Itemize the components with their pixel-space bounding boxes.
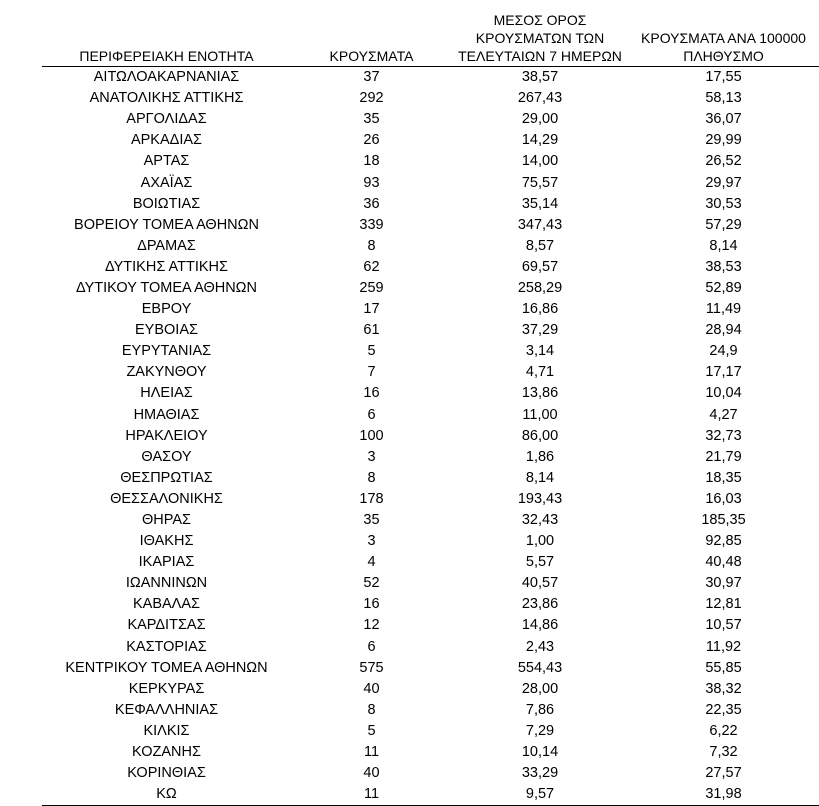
table-row <box>42 552 819 573</box>
cell-cases: 3 <box>367 533 376 550</box>
cell-cases: 339 <box>359 216 384 233</box>
cell-avg7: 32,43 <box>521 512 559 529</box>
cell-per100k: 8,14 <box>709 237 738 254</box>
table-row <box>42 88 819 109</box>
table-row <box>42 130 819 151</box>
cell-per100k: 11,92 <box>705 638 742 655</box>
header-avg7-line1: ΜΕΣΟΣ ΟΡΟΣ <box>493 12 587 28</box>
cell-per100k: 6,22 <box>709 722 738 739</box>
cell-region: ΔΡΑΜΑΣ <box>137 237 196 254</box>
cell-per100k: 38,32 <box>705 680 742 697</box>
cell-region: ΘΑΣΟΥ <box>141 448 192 465</box>
cell-per100k: 18,35 <box>705 469 742 486</box>
cell-cases: 52 <box>363 575 380 592</box>
cell-avg7: 258,29 <box>517 279 563 296</box>
cell-cases: 100 <box>359 427 384 444</box>
cell-cases: 4 <box>367 554 376 571</box>
header-avg7-line3: ΤΕΛΕΥΤΑΙΩΝ 7 ΗΜΕΡΩΝ <box>458 48 622 64</box>
cell-per100k: 30,53 <box>705 195 742 212</box>
cell-cases: 16 <box>363 385 380 402</box>
cell-cases: 62 <box>363 258 380 275</box>
table-row <box>42 215 819 236</box>
cell-avg7: 37,29 <box>521 322 559 339</box>
cell-region: ΗΜΑΘΙΑΣ <box>133 406 200 423</box>
cell-avg7: 14,00 <box>521 153 559 170</box>
cell-avg7: 75,57 <box>521 174 559 191</box>
cell-per100k: 29,97 <box>705 174 742 191</box>
table-body <box>42 67 819 806</box>
cell-cases: 35 <box>363 111 380 128</box>
cell-avg7: 86,00 <box>521 427 559 444</box>
table-row <box>42 109 819 130</box>
cell-cases: 35 <box>363 512 380 529</box>
cell-per100k: 36,07 <box>705 111 742 128</box>
cell-region: ΕΥΒΟΙΑΣ <box>135 322 198 339</box>
header-per100k-line2: ΠΛΗΘΥΣΜΟ <box>683 48 764 64</box>
table-row <box>42 278 819 299</box>
cell-avg7: 193,43 <box>517 490 563 507</box>
table-row <box>42 257 819 278</box>
cell-per100k: 17,55 <box>705 69 742 86</box>
cell-avg7: 347,43 <box>517 216 563 233</box>
cell-region: ΒΟΙΩΤΙΑΣ <box>132 195 201 212</box>
table-row <box>42 236 819 257</box>
cell-avg7: 14,29 <box>521 132 559 149</box>
cell-avg7: 7,29 <box>525 722 555 739</box>
cell-avg7: 29,00 <box>521 111 559 128</box>
cell-per100k: 31,98 <box>628 784 819 806</box>
header-region-label: ΠΕΡΙΦΕΡΕΙΑΚΗ ΕΝΟΤΗΤΑ <box>79 48 254 64</box>
cell-region: ΒΟΡΕΙΟΥ ΤΟΜΕΑ ΑΘΗΝΩΝ <box>74 216 259 233</box>
table-row <box>42 383 819 404</box>
table-row <box>42 700 819 721</box>
cell-region: ΑΡΓΟΛΙΔΑΣ <box>126 111 207 128</box>
table-header-row <box>42 0 819 67</box>
cell-cases: 5 <box>367 343 376 360</box>
cell-per100k: 28,94 <box>705 322 742 339</box>
table-row <box>42 784 819 806</box>
cell-cases: 11 <box>363 744 380 761</box>
table-row <box>42 679 819 700</box>
cell-avg7: 23,86 <box>521 596 559 613</box>
cell-region: ΚΟΡΙΝΘΙΑΣ <box>127 765 206 782</box>
cell-region: ΚΑΡΔΙΤΣΑΣ <box>127 617 206 634</box>
cell-cases: 16 <box>363 596 380 613</box>
table-row <box>42 362 819 383</box>
cell-cases: 12 <box>363 617 380 634</box>
cell-avg7: 10,14 <box>521 744 559 761</box>
cell-per100k: 21,79 <box>705 448 742 465</box>
table-row <box>42 447 819 468</box>
cell-cases: 8 <box>367 701 376 718</box>
cell-per100k: 29,99 <box>705 132 742 149</box>
header-per100k-line1: ΚΡΟΥΣΜΑΤΑ ΑΝΑ 100000 <box>641 30 806 46</box>
cell-avg7: 2,43 <box>525 638 555 655</box>
cell-cases: 37 <box>363 69 380 86</box>
cell-region: ΚΑΒΑΛΑΣ <box>132 596 200 613</box>
cell-region: ΚΩ <box>42 784 291 806</box>
table-row <box>42 637 819 658</box>
cell-cases: 8 <box>367 237 376 254</box>
cell-region: ΔΥΤΙΚΗΣ ΑΤΤΙΚΗΣ <box>105 258 228 275</box>
cell-per100k: 24,9 <box>709 343 738 360</box>
cell-avg7: 3,14 <box>525 343 555 360</box>
header-per100k <box>628 0 819 67</box>
cell-cases: 40 <box>363 680 380 697</box>
cell-region: ΚΕΡΚΥΡΑΣ <box>128 680 205 697</box>
table-row <box>42 615 819 636</box>
table-row <box>42 510 819 531</box>
cell-cases: 3 <box>367 448 376 465</box>
cell-region: ΖΑΚΥΝΘΟΥ <box>126 364 207 381</box>
cell-region: ΘΕΣΣΑΛΟΝΙΚΗΣ <box>110 490 223 507</box>
cell-region: ΗΛΕΙΑΣ <box>140 385 193 402</box>
cell-cases: 178 <box>359 490 384 507</box>
cell-per100k: 92,85 <box>705 533 742 550</box>
table-row <box>42 151 819 172</box>
cell-cases: 6 <box>367 638 376 655</box>
header-avg7 <box>452 0 628 67</box>
cell-region: ΙΘΑΚΗΣ <box>139 533 194 550</box>
table-row <box>42 341 819 362</box>
cell-region: ΑΝΑΤΟΛΙΚΗΣ ΑΤΤΙΚΗΣ <box>89 90 244 107</box>
cell-avg7: 35,14 <box>521 195 559 212</box>
header-avg7-line2: ΚΡΟΥΣΜΑΤΩΝ ΤΩΝ <box>475 30 605 46</box>
table-row <box>42 594 819 615</box>
cell-avg7: 13,86 <box>521 385 559 402</box>
cell-cases: 36 <box>363 195 380 212</box>
cell-region: ΚΙΛΚΙΣ <box>143 722 190 739</box>
cell-region: ΕΒΡΟΥ <box>141 301 192 318</box>
cell-avg7: 38,57 <box>521 69 559 86</box>
cell-per100k: 16,03 <box>705 490 742 507</box>
cell-avg7: 69,57 <box>521 258 559 275</box>
cell-avg7: 11,00 <box>522 406 558 423</box>
cell-per100k: 10,57 <box>705 617 742 634</box>
table-row <box>42 426 819 447</box>
cell-avg7: 40,57 <box>521 575 559 592</box>
cell-avg7: 9,57 <box>452 784 628 806</box>
cell-region: ΘΕΣΠΡΩΤΙΑΣ <box>120 469 213 486</box>
cell-cases: 26 <box>363 132 380 149</box>
table-row <box>42 172 819 193</box>
cell-region: ΑΧΑΪΑΣ <box>140 174 193 191</box>
table-row <box>42 531 819 552</box>
cases-table <box>42 0 819 806</box>
cell-region: ΚΕΦΑΛΛΗΝΙΑΣ <box>114 701 219 718</box>
cell-cases: 8 <box>367 469 376 486</box>
table-row <box>42 194 819 215</box>
cell-cases: 6 <box>367 406 376 423</box>
cell-avg7: 16,86 <box>521 301 559 318</box>
cell-cases: 5 <box>367 722 376 739</box>
table-row <box>42 299 819 320</box>
cell-region: ΙΚΑΡΙΑΣ <box>138 554 195 571</box>
cell-cases: 17 <box>363 301 380 318</box>
cell-avg7: 7,86 <box>525 701 555 718</box>
cell-cases: 575 <box>359 659 384 676</box>
cell-cases: 7 <box>367 364 376 381</box>
cell-per100k: 32,73 <box>705 427 742 444</box>
cell-per100k: 58,13 <box>705 90 742 107</box>
cell-region: ΑΙΤΩΛΟΑΚΑΡΝΑΝΙΑΣ <box>93 69 240 86</box>
cell-avg7: 267,43 <box>517 90 563 107</box>
cell-region: ΚΑΣΤΟΡΙΑΣ <box>126 638 207 655</box>
header-cases-label: ΚΡΟΥΣΜΑΤΑ <box>329 48 414 64</box>
cell-per100k: 38,53 <box>705 258 742 275</box>
cell-per100k: 12,81 <box>705 596 742 613</box>
cell-cases: 18 <box>363 153 380 170</box>
cell-per100k: 185,35 <box>701 512 746 529</box>
table-row <box>42 573 819 594</box>
cell-per100k: 11,49 <box>705 301 742 318</box>
table-row <box>42 721 819 742</box>
cell-avg7: 5,57 <box>525 554 555 571</box>
cell-per100k: 22,35 <box>705 701 742 718</box>
cell-avg7: 554,43 <box>517 659 563 676</box>
cell-per100k: 17,17 <box>705 364 742 381</box>
cell-per100k: 52,89 <box>705 279 742 296</box>
table-row <box>42 658 819 679</box>
cell-cases: 40 <box>363 765 380 782</box>
cell-region: ΗΡΑΚΛΕΙΟΥ <box>125 427 208 444</box>
table-row <box>42 405 819 426</box>
cell-per100k: 7,32 <box>709 744 738 761</box>
cell-per100k: 10,04 <box>705 385 742 402</box>
cell-per100k: 30,97 <box>705 575 742 592</box>
cell-avg7: 28,00 <box>521 680 559 697</box>
cell-region: ΕΥΡΥΤΑΝΙΑΣ <box>121 343 212 360</box>
cell-per100k: 26,52 <box>705 153 742 170</box>
cell-cases: 11 <box>291 784 452 806</box>
cell-per100k: 57,29 <box>705 216 742 233</box>
cell-region: ΙΩΑΝΝΙΝΩΝ <box>125 575 208 592</box>
cell-per100k: 4,27 <box>709 406 738 423</box>
cell-region: ΘΗΡΑΣ <box>142 512 191 529</box>
cell-cases: 61 <box>363 322 380 339</box>
cell-cases: 292 <box>359 90 384 107</box>
cell-region: ΚΟΖΑΝΗΣ <box>132 744 201 761</box>
cell-avg7: 8,14 <box>525 469 555 486</box>
cell-region: ΚΕΝΤΡΙΚΟΥ ΤΟΜΕΑ ΑΘΗΝΩΝ <box>65 659 268 676</box>
cell-cases: 259 <box>359 279 384 296</box>
table-row <box>42 489 819 510</box>
cell-avg7: 4,71 <box>525 364 555 381</box>
cell-per100k: 55,85 <box>705 659 742 676</box>
cases-table-document <box>42 0 819 806</box>
table-row <box>42 320 819 341</box>
cell-avg7: 14,86 <box>521 617 559 634</box>
table-row <box>42 742 819 763</box>
cell-avg7: 1,00 <box>525 533 555 550</box>
cell-avg7: 8,57 <box>525 237 555 254</box>
cell-per100k: 27,57 <box>705 765 742 782</box>
table-row <box>42 763 819 784</box>
cell-cases: 93 <box>363 174 380 191</box>
table-row <box>42 67 819 89</box>
header-region <box>42 0 291 67</box>
cell-region: ΔΥΤΙΚΟΥ ΤΟΜΕΑ ΑΘΗΝΩΝ <box>75 279 257 296</box>
table-row <box>42 468 819 489</box>
cell-avg7: 1,86 <box>525 448 555 465</box>
cell-per100k: 40,48 <box>705 554 742 571</box>
cell-region: ΑΡΤΑΣ <box>143 153 190 170</box>
cell-avg7: 33,29 <box>521 765 559 782</box>
header-cases <box>291 0 452 67</box>
cell-region: ΑΡΚΑΔΙΑΣ <box>130 132 203 149</box>
